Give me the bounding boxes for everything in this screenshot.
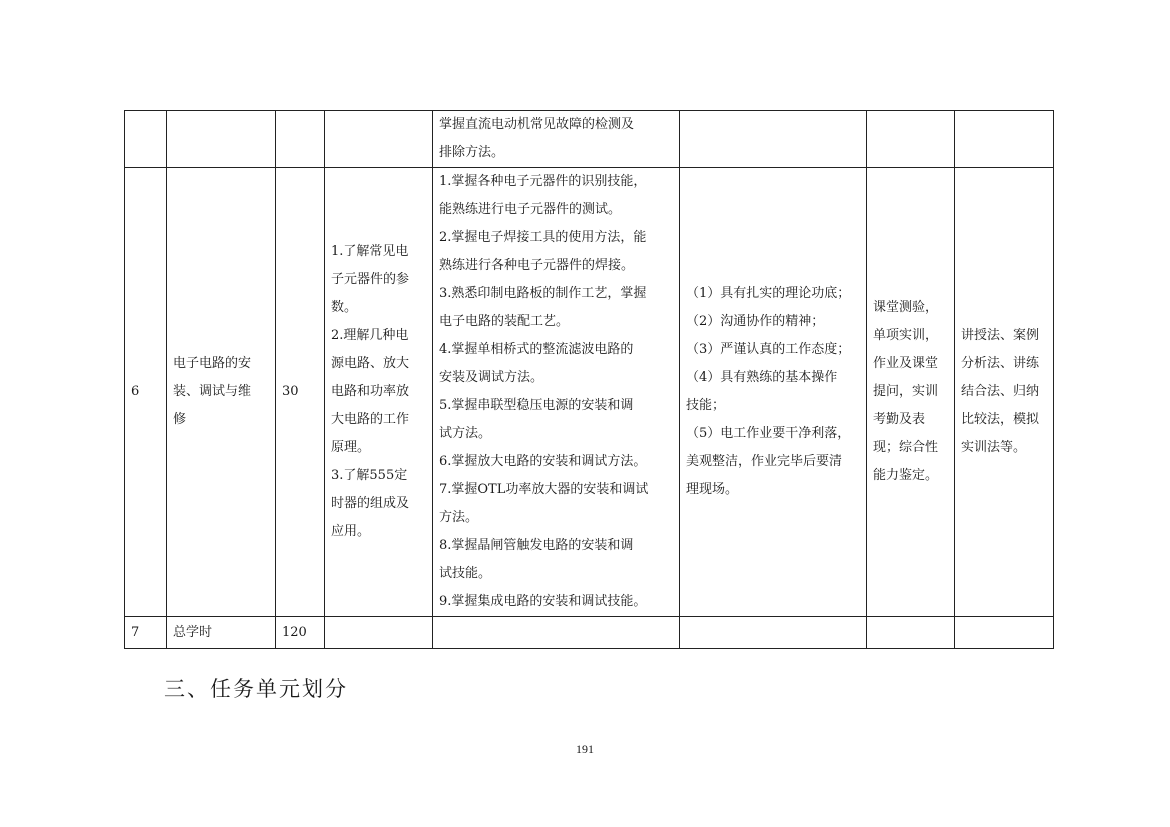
text-line: 3.熟悉印制电路板的制作工艺，掌握 [439,286,647,301]
cell-quality [680,617,867,649]
text-line: 美观整洁，作业完毕后要清 [686,454,843,469]
cell-no: 7 [125,617,167,649]
text-line: （4）具有熟练的基本操作 [686,370,838,385]
text-line: 时器的组成及 [331,496,410,511]
cell-hours: 30 [276,168,325,617]
cell-name: 总学时 [167,617,276,649]
text-line: 7.掌握OTL功率放大器的安装和调试 [439,482,649,497]
text-line: 结合法、归纳 [961,384,1040,399]
text-line: 6.掌握放大电路的安装和调试方法。 [439,454,647,469]
table-row-continued [125,111,1054,168]
text-line: 试技能。 [439,566,492,581]
text-line: 原理。 [331,440,371,455]
text-line: 实训法等。 [961,440,1027,455]
text-line: 熟练进行各种电子元器件的焊接。 [439,258,635,273]
text-line: 讲授法、案例 [961,328,1040,343]
cell-hours [276,111,325,168]
text-line: 方法。 [439,510,479,525]
text-line: 试方法。 [439,426,492,441]
text-line: （5）电工作业要干净利落， [686,426,851,441]
text-line: 课堂测验， [873,300,939,315]
text-line: 掌握直流电动机常见故障的检测及 [439,117,635,132]
text-line: 装、调试与维 [173,384,252,399]
text-line: 大电路的工作 [331,412,410,427]
cell-name [167,111,276,168]
text-line: 单项实训， [873,328,939,343]
text-line: 排除方法。 [439,145,505,160]
text-line: 5.掌握串联型稳压电源的安装和调 [439,398,634,413]
section-heading: 三、任务单元划分 [164,677,348,701]
text-line: 2.掌握电子焊接工具的使用方法，能 [439,230,647,245]
cell-methods [955,168,1054,617]
cell-skills [433,168,680,617]
text-line: 电路和功率放 [331,384,410,399]
text-line: 2.理解几种电 [331,328,409,343]
text-line: 安装及调试方法。 [439,370,544,385]
text-line: 3.了解555定 [331,468,408,483]
cell-no: 6 [125,168,167,617]
text-line: 能力鉴定。 [873,468,939,483]
table-row-6 [125,168,1054,617]
text-line: 1.了解常见电 [331,244,409,259]
text-line: 作业及课堂 [873,356,939,371]
text-line: （1）具有扎实的理论功底； [686,286,851,301]
cell-methods [955,111,1054,168]
cell-skills [433,617,680,649]
table-row-7 [125,617,1054,649]
cell-knowledge [325,168,433,617]
text-line: 1.掌握各种电子元器件的识别技能， [439,174,647,189]
text-line: 修 [173,412,187,427]
cell-quality [680,111,867,168]
cell-skills [433,111,680,168]
text-line: 现；综合性 [873,440,939,455]
text-line: （3）严谨认真的工作态度； [686,342,851,357]
text-line: 源电路、放大 [331,356,410,371]
text-line: 分析法、讲练 [961,356,1040,371]
text-line: 子元器件的参 [331,272,410,287]
text-line: 应用。 [331,524,371,539]
cell-quality [680,168,867,617]
text-line: 8.掌握晶闸管触发电路的安装和调 [439,538,634,553]
text-line: 比较法，模拟 [961,412,1040,427]
cell-no [125,111,167,168]
text-line: 4.掌握单相桥式的整流滤波电路的 [439,342,634,357]
text-line: 电子电路的装配工艺。 [439,314,570,329]
cell-methods [955,617,1054,649]
text-line: 提问，实训 [873,384,939,399]
cell-name [167,168,276,617]
cell-assessment [867,168,955,617]
text-line: 理现场。 [686,482,739,497]
cell-assessment [867,111,955,168]
text-line: 9.掌握集成电路的安装和调试技能。 [439,594,647,609]
text-line: 数。 [331,300,358,315]
page-number: 191 [576,742,594,756]
text-line: 考勤及表 [873,412,926,427]
text-line: 电子电路的安 [173,356,252,371]
cell-hours: 120 [276,617,325,649]
cell-knowledge [325,617,433,649]
text-line: 能熟练进行电子元器件的测试。 [439,202,622,217]
curriculum-table [124,110,1054,649]
cell-knowledge [325,111,433,168]
cell-assessment [867,617,955,649]
text-line: 技能； [686,398,726,413]
text-line: （2）沟通协作的精神； [686,314,825,329]
